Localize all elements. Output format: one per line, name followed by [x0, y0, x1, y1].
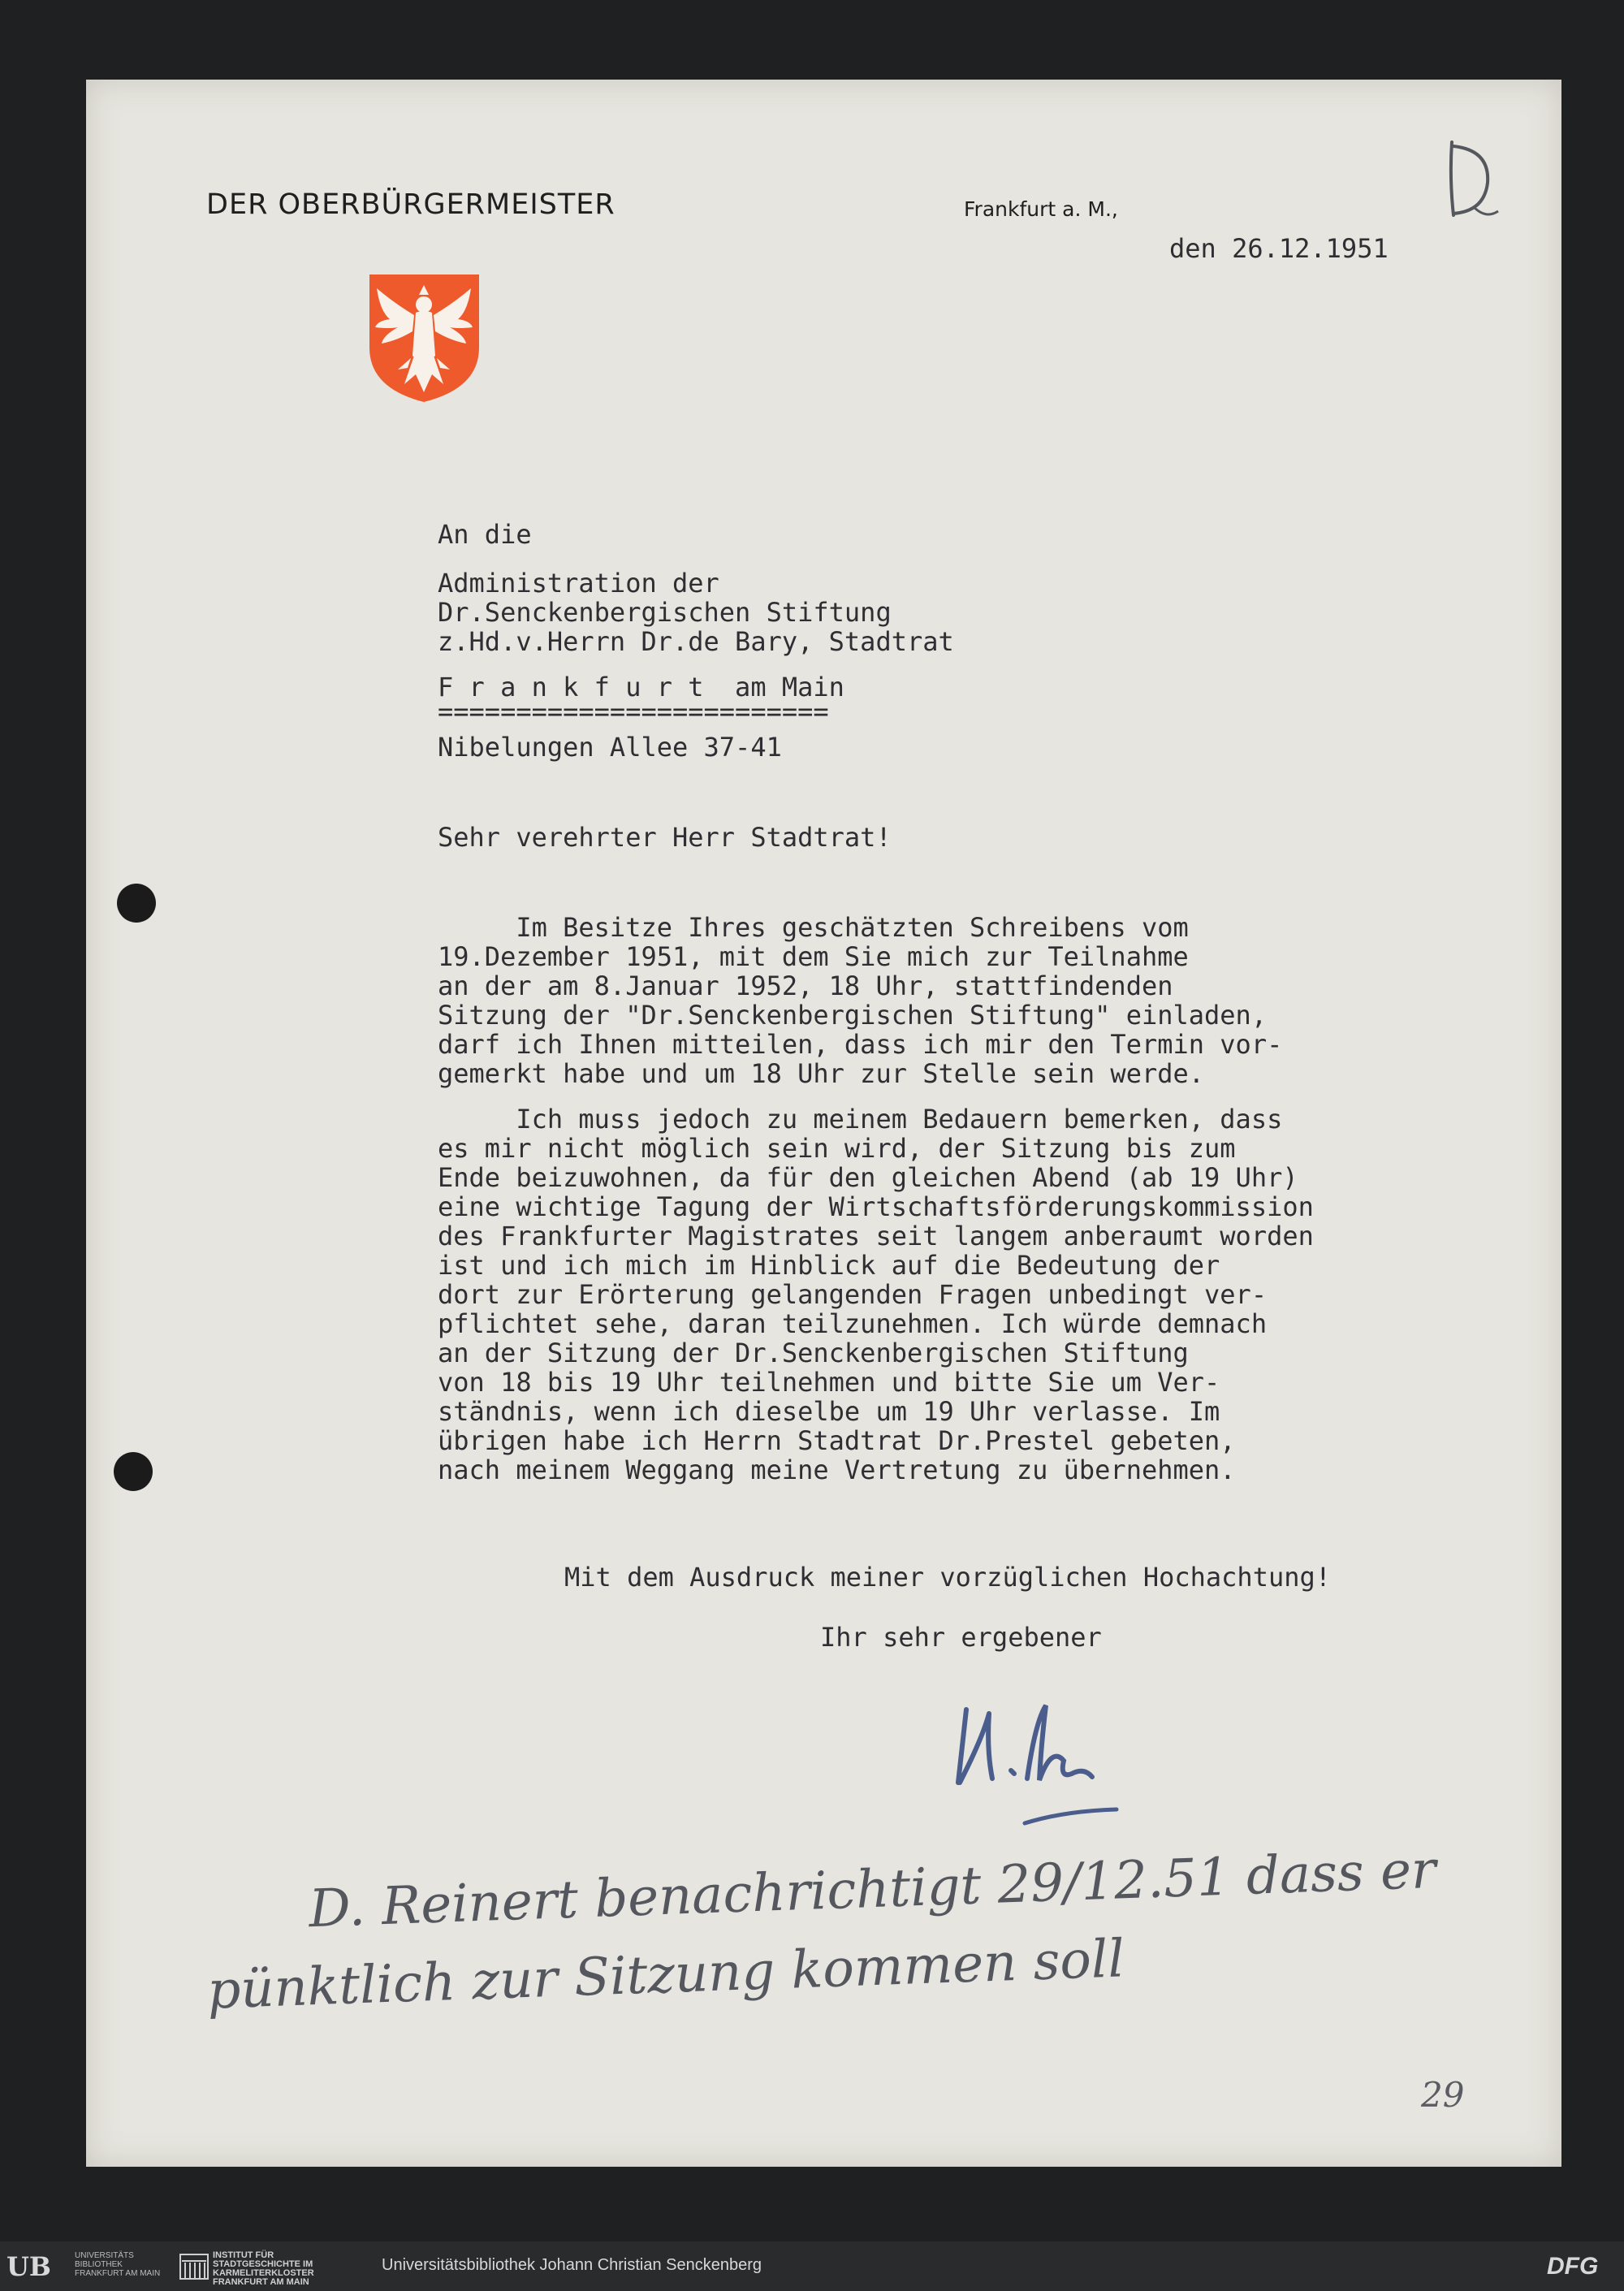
paragraph-1-line-5: darf ich Ihnen mitteilen, dass ich mir den Termin vor- — [438, 1029, 1283, 1060]
footer-bar — [0, 2241, 1624, 2291]
address-line-2: Dr.Senckenbergischen Stiftung — [438, 597, 892, 628]
address-to: An die — [438, 519, 532, 550]
punch-hole-top — [117, 884, 156, 923]
page-number: 29 — [1421, 2075, 1465, 2115]
dfg-logo: DFG — [1547, 2253, 1599, 2280]
paragraph-2-line-6: ist und ich mich im Hinblick auf die Bedeutung der — [438, 1250, 1220, 1281]
salutation: Sehr verehrter Herr Stadtrat! — [438, 822, 892, 853]
closing-line: Mit dem Ausdruck meiner vorzüglichen Hochachtung! — [564, 1562, 1332, 1593]
letter-date: den 26.12.1951 — [1169, 233, 1389, 264]
address-line-1: Administration der — [438, 568, 719, 599]
paragraph-2-line-7: dort zur Erörterung gelangenden Fragen unbedingt ver- — [438, 1279, 1268, 1310]
address-street: Nibelungen Allee 37-41 — [438, 732, 782, 763]
paragraph-1-line-1: Im Besitze Ihres geschätzten Schreibens vom — [438, 912, 1189, 943]
paragraph-2-line-2: es mir nicht möglich sein wird, der Sitzung bis zum — [438, 1133, 1236, 1164]
letterhead-place: Frankfurt a. M., — [964, 197, 1118, 221]
handwritten-note-line-1: D. Reinert benachrichtigt 29/12.51 dass er — [308, 1839, 1437, 1940]
paragraph-2-line-3: Ende beizuwohnen, da für den gleichen Abend (ab 19 Uhr) — [438, 1162, 1298, 1193]
paragraph-2-line-10: von 18 bis 19 Uhr teilnehmen und bitte Sie um Ver- — [438, 1367, 1220, 1398]
paragraph-2-line-8: pflichtet sehe, daran teilzunehmen. Ich würde demnach — [438, 1308, 1268, 1339]
ub-logo-text: UNIVERSITÄTS BIBLIOTHEK FRANKFURT AM MAIN — [75, 2251, 161, 2278]
paragraph-2-line-4: eine wichtige Tagung der Wirtschaftsförderungskommission — [438, 1191, 1314, 1222]
paragraph-1-line-4: Sitzung der "Dr.Senckenbergischen Stiftung" einladen, — [438, 1000, 1268, 1031]
paragraph-2-line-1: Ich muss jedoch zu meinem Bedauern bemerken, dass — [438, 1104, 1283, 1135]
address-city: F r a n k f u r t am Main — [438, 672, 844, 702]
paragraph-2-line-12: übrigen habe ich Herrn Stadtrat Dr.Prestel gebeten, — [438, 1425, 1236, 1456]
paragraph-2-line-11: ständnis, wenn ich dieselbe um 19 Uhr verlasse. Im — [438, 1396, 1220, 1427]
pencil-initial-mark — [1437, 130, 1502, 227]
ub-logo: UB — [6, 2251, 51, 2282]
paragraph-2-line-5: des Frankfurter Magistrates seit langem anberaumt worden — [438, 1221, 1314, 1251]
paragraph-1-line-6: gemerkt habe und um 18 Uhr zur Stelle sein werde. — [438, 1058, 1205, 1089]
signoff-line: Ihr sehr ergebener — [820, 1622, 1102, 1653]
address-line-3: z.Hd.v.Herrn Dr.de Bary, Stadtrat — [438, 626, 954, 657]
paragraph-2-line-13: nach meinem Weggang meine Vertretung zu übernehmen. — [438, 1455, 1236, 1485]
frankfurt-eagle-crest — [365, 270, 483, 404]
punch-hole-bottom — [114, 1452, 153, 1491]
institute-label: INSTITUT FÜR STADTGESCHICHTE IM KARMELITERKLOSTER FRANKFURT AM MAIN — [213, 2250, 314, 2287]
paragraph-2-line-9: an der Sitzung der Dr.Senckenbergischen Stiftung — [438, 1338, 1189, 1368]
library-label: Universitätsbibliothek Johann Christian Senckenberg — [382, 2256, 762, 2274]
paragraph-1-line-3: an der am 8.Januar 1952, 18 Uhr, stattfindenden — [438, 970, 1173, 1001]
paragraph-1-line-2: 19.Dezember 1951, mit dem Sie mich zur Teilnahme — [438, 941, 1189, 972]
letterhead-title: DER OBERBÜRGERMEISTER — [206, 188, 615, 221]
institute-icon — [179, 2251, 209, 2282]
ink-signature — [950, 1689, 1161, 1835]
address-underline: ========================= — [438, 696, 829, 727]
handwritten-note-line-2: pünktlich zur Sitzung kommen soll — [206, 1929, 1126, 2021]
